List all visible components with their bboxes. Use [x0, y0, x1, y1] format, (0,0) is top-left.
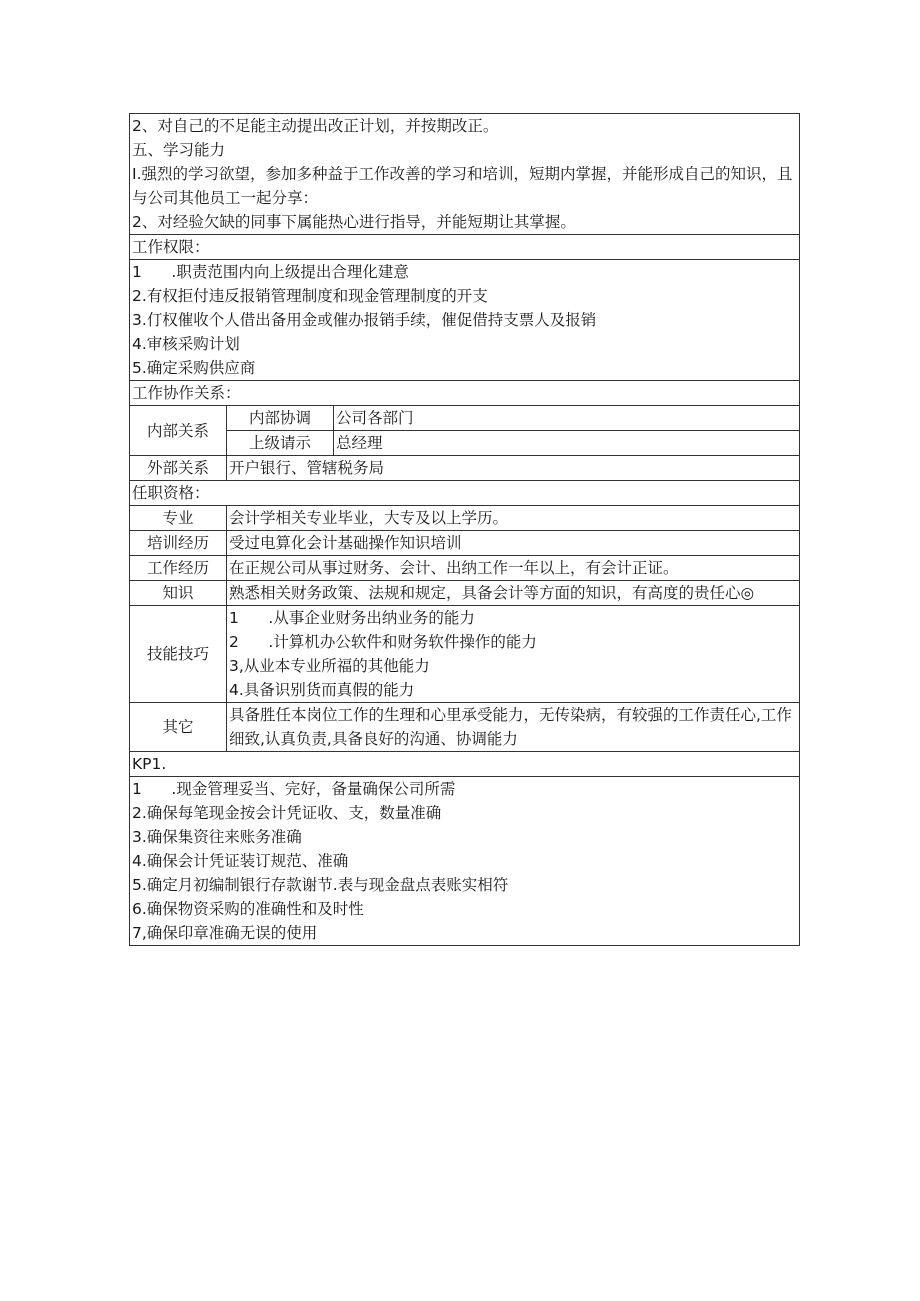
skills-item: 2 .计算机办公软件和财务软件操作的能力	[229, 633, 537, 651]
external-relation-label: 外部关系	[130, 456, 227, 481]
authority-item: 5.确定采购供应商	[132, 359, 256, 377]
skills-item: 3,从业本专业所福的其他能力	[229, 657, 430, 675]
intro-cell	[130, 114, 800, 235]
skills-items-cell	[227, 606, 800, 703]
experience-row	[130, 556, 800, 581]
intro-line: 2、对自己的不足能主动提出改正计划，并按期改正。	[132, 117, 499, 135]
kpi-item: 1 .现金管理妥当、完好，备量确保公司所需	[132, 780, 456, 798]
authority-heading-row	[130, 235, 800, 260]
authority-item: 4.审核采购计划	[132, 335, 240, 353]
knowledge-label: 知识	[130, 581, 227, 606]
kpi-items-row	[130, 777, 800, 946]
kpi-heading-row	[130, 752, 800, 777]
qualification-heading: 任职资格：	[130, 481, 800, 506]
other-value: 具备胜任本岗位工作的生理和心里承受能力，无传染病，有较强的工作责任心,工作细致,认真负责,具备良好的沟通、协调能力	[227, 703, 800, 752]
internal-relation-target: 总经理	[334, 431, 800, 456]
cooperation-heading-row	[130, 381, 800, 406]
training-row	[130, 531, 800, 556]
experience-label: 工作经历	[130, 556, 227, 581]
major-value: 会计学相关专业毕业，大专及以上学历。	[227, 506, 800, 531]
intro-line: I.强烈的学习欲望，参加多种益于工作改善的学习和培训，短期内掌握，并能形成自己的知识，且与公司其他员工一起分享：	[132, 165, 793, 207]
external-relation-value: 开户银行、管辖税务局	[227, 456, 800, 481]
kpi-item: 3.确保集资往来账务准确	[132, 828, 302, 846]
intro-section-title: 五、学习能力	[132, 141, 226, 159]
major-row	[130, 506, 800, 531]
knowledge-value: 熟悉相关财务政策、法规和规定，具备会计等方面的知识，有高度的贵任心◎	[227, 581, 800, 606]
knowledge-row	[130, 581, 800, 606]
training-value: 受过电算化会计基础操作知识培训	[227, 531, 800, 556]
kpi-item: 4.确保会计凭证装订规范、准确	[132, 852, 349, 870]
internal-relation-label: 内部关系	[130, 406, 227, 456]
other-label: 其它	[130, 703, 227, 752]
internal-relation-target: 公司各部门	[334, 406, 800, 431]
skills-row	[130, 606, 800, 703]
major-label: 专业	[130, 506, 227, 531]
kpi-item: 5.确定月初编制银行存款谢节.表与现金盘点表账实相符	[132, 876, 509, 894]
kpi-items-cell	[130, 777, 800, 946]
authority-heading: 工作权限：	[130, 235, 800, 260]
internal-relation-type: 上级请示	[227, 431, 334, 456]
internal-relation-row	[130, 431, 800, 456]
qualification-heading-row	[130, 481, 800, 506]
authority-item: 2.有权拒付违反报销管理制度和现金管理制度的开支	[132, 287, 488, 305]
skills-item: 4.具备识别货而真假的能力	[229, 681, 415, 699]
job-description-table	[129, 113, 800, 946]
intro-line: 2、对经验欠缺的同事下属能热心进行指导，并能短期让其掌握。	[132, 213, 576, 231]
intro-row	[130, 114, 800, 235]
internal-relation-row	[130, 406, 800, 431]
authority-item: 1 .职责范围内向上级提出合理化建意	[132, 263, 409, 281]
cooperation-heading: 工作协作关系：	[130, 381, 800, 406]
kpi-heading: KP1.	[130, 752, 800, 777]
external-relation-row	[130, 456, 800, 481]
skills-item: 1 .从事企业财务出纳业务的能力	[229, 609, 475, 627]
experience-value: 在正规公司从事过财务、会计、出纳工作一年以上，有会计正证。	[227, 556, 800, 581]
internal-relation-type: 内部协调	[227, 406, 334, 431]
training-label: 培训经历	[130, 531, 227, 556]
kpi-item: 6.确保物资采购的准确性和及时性	[132, 900, 364, 918]
job-description-document	[129, 113, 799, 946]
kpi-item: 7,确保印章准确无误的使用	[132, 924, 318, 942]
skills-label: 技能技巧	[130, 606, 227, 703]
authority-items-row	[130, 260, 800, 381]
authority-item: 3.仃权催收个人借出备用金或催办报销手续，催促借持支票人及报销	[132, 311, 597, 329]
authority-items-cell	[130, 260, 800, 381]
other-row	[130, 703, 800, 752]
kpi-item: 2.确保每笔现金按会计凭证收、支，数量准确	[132, 804, 442, 822]
